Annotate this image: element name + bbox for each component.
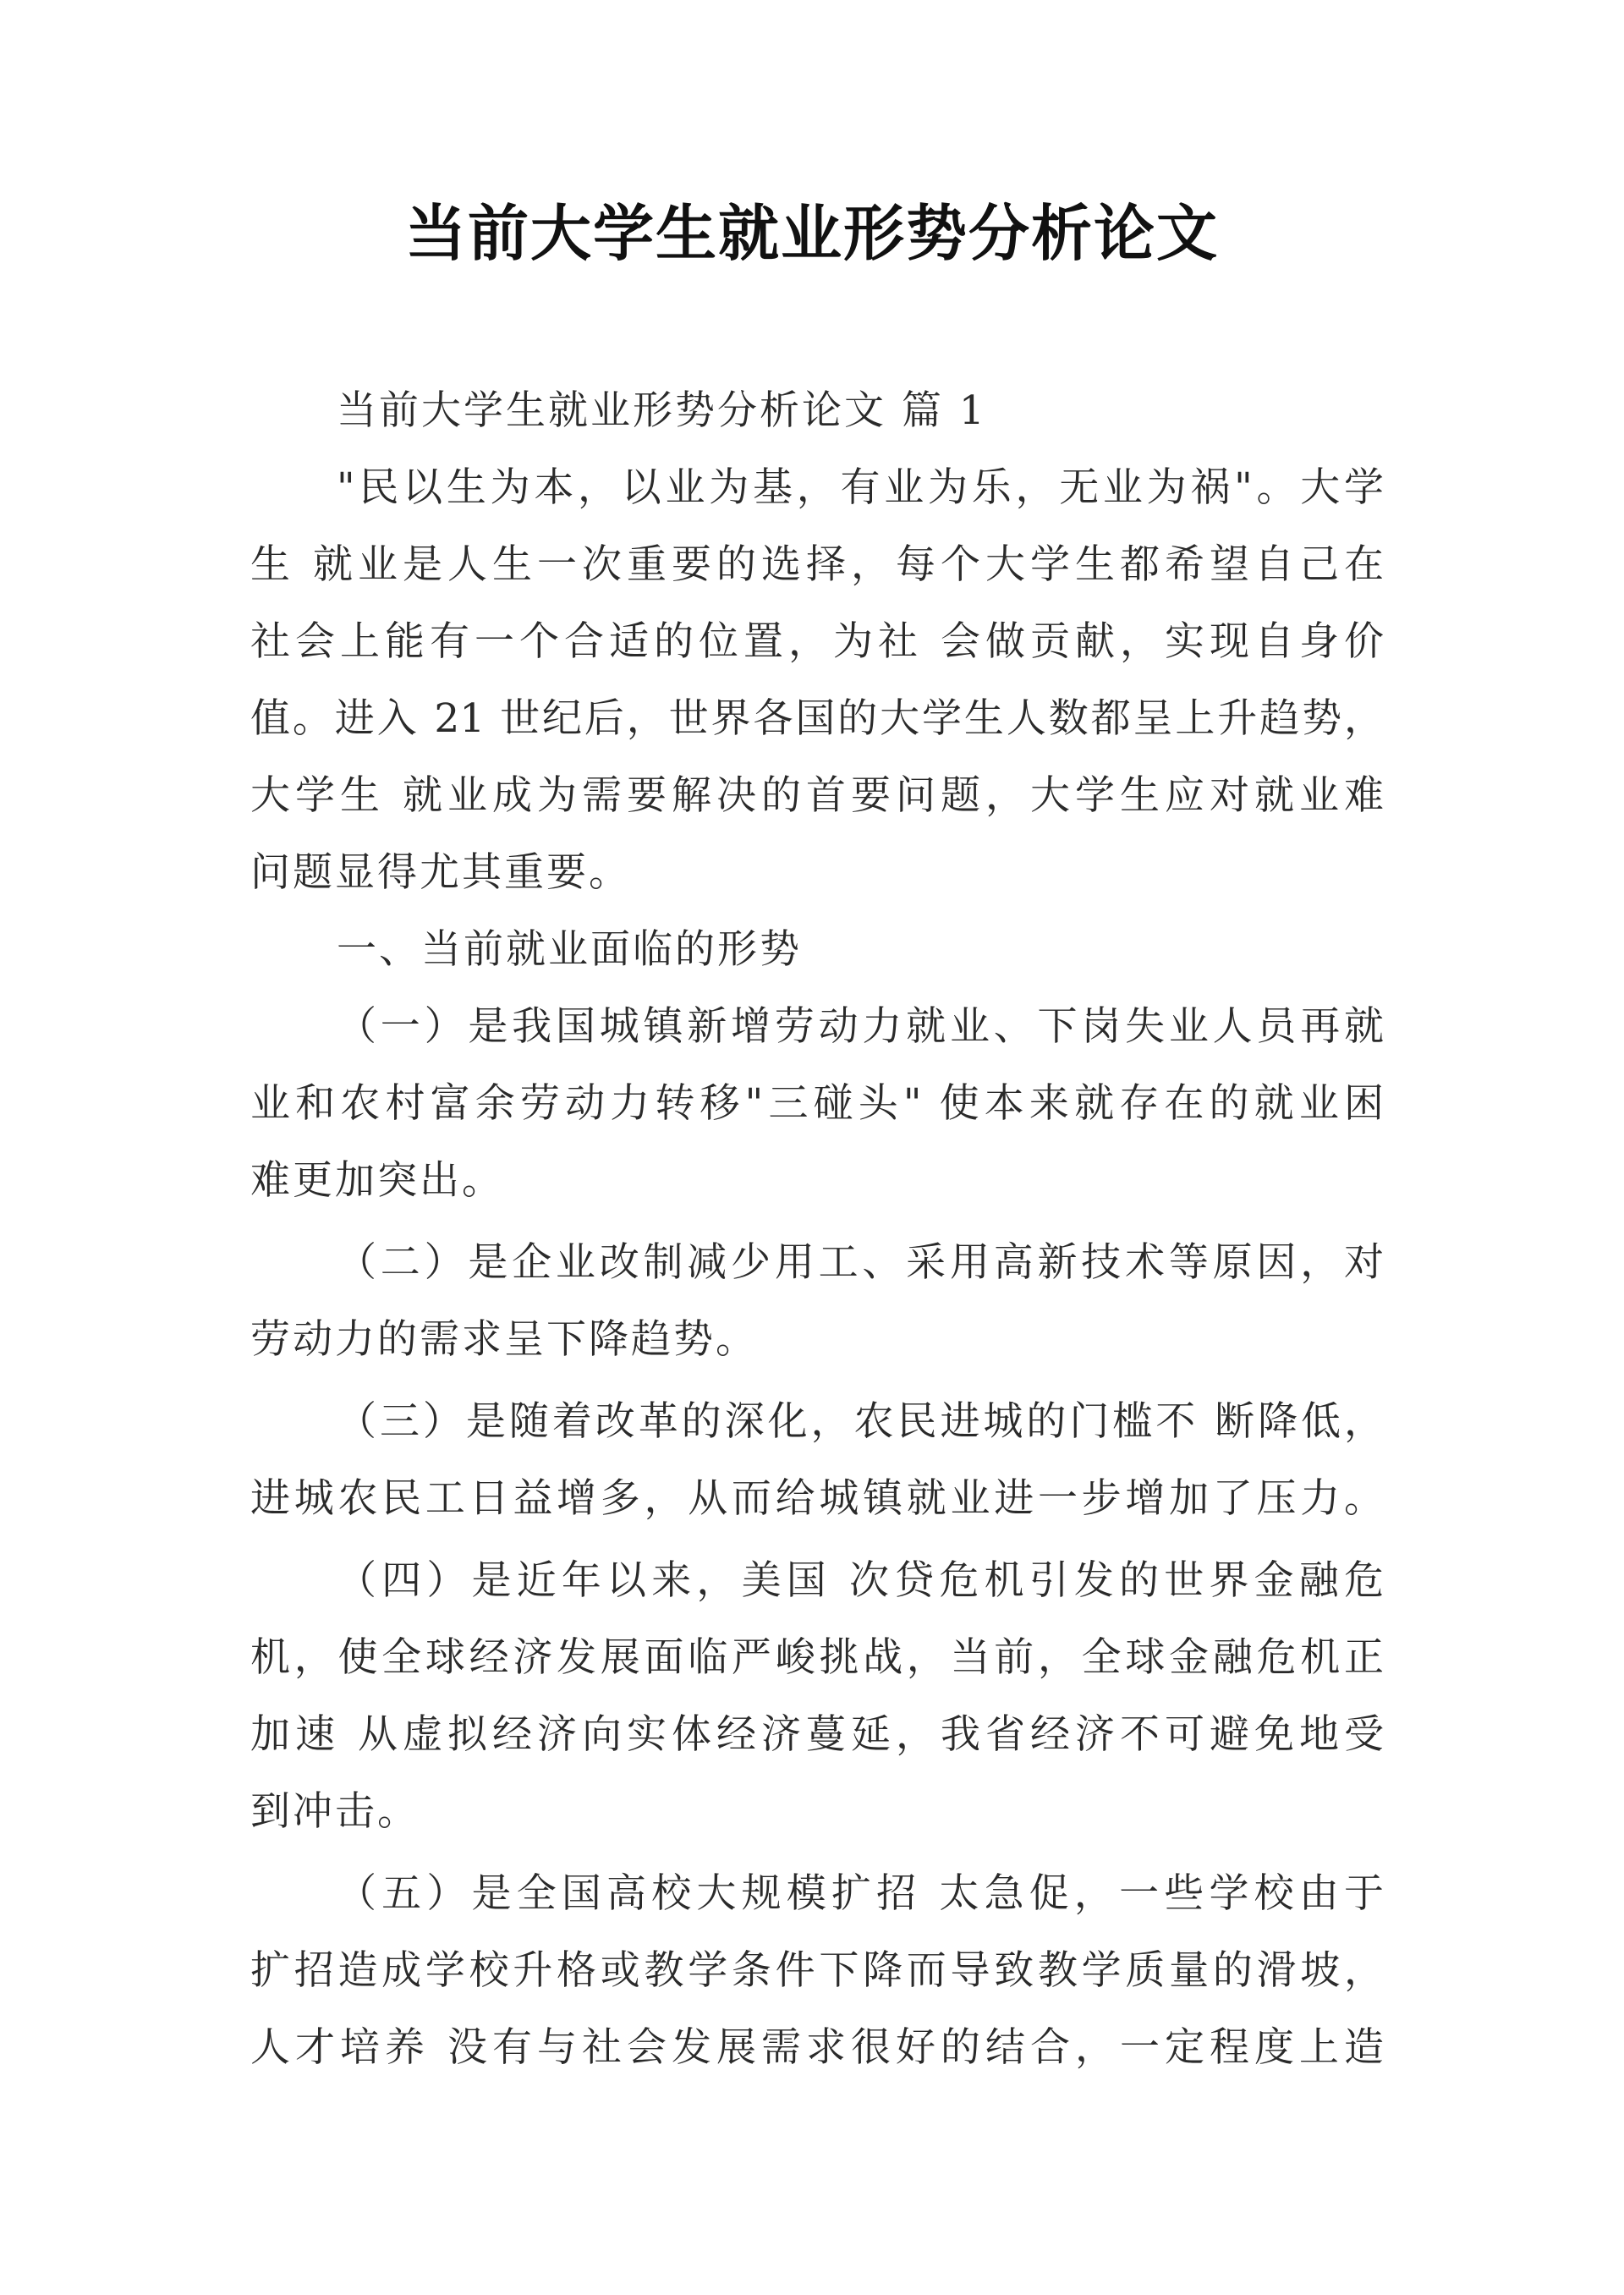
text-line: 大学生 就业成为需要解决的首要问题，大学生应对就业难 — [250, 772, 1384, 819]
text-line: （五）是全国高校大规模扩招 太急促，一些学校由于 — [337, 1870, 1384, 1917]
text-line: 人才培养 没有与社会发展需求很好的结合，一定程度上造 — [250, 2024, 1384, 2071]
text-line: 加速 从虚拟经济向实体经济蔓延，我省经济不可避免地受 — [250, 1711, 1384, 1758]
text-line: 问题显得尤其重要。 — [250, 849, 631, 896]
section-heading: 一、当前就业面临的形势 — [337, 926, 802, 973]
text-line: （一）是我国城镇新增劳动力就业、下岗失业人员再就 — [337, 1003, 1384, 1050]
text-line: 生 就业是人生一次重要的选择，每个大学生都希望自己在 — [250, 541, 1384, 588]
document-body — [250, 372, 1384, 2086]
text-line: 难更加突出。 — [250, 1157, 504, 1204]
section-heading: 当前大学生就业形势分析论文 篇 1 — [337, 387, 987, 434]
text-line: "民以生为本，以业为基，有业为乐，无业为祸"。大学 — [337, 464, 1384, 511]
text-line: 劳动力的需求呈下降趋势。 — [250, 1316, 758, 1363]
text-line: 业和农村富余劳动力转移"三碰头" 使本来就存在的就业困 — [250, 1080, 1384, 1127]
text-line: （二）是企业改制减少用工、采用高新技术等原因，对 — [337, 1239, 1384, 1286]
text-line: 值。进入 21 世纪后，世界各国的大学生人数都呈上升趋势， — [250, 695, 1384, 742]
text-line: 扩招造成学校升格或教学条件下降而导致教学质量的滑坡， — [250, 1947, 1384, 1994]
text-line: （四）是近年以来，美国 次贷危机引发的世界金融危 — [337, 1557, 1384, 1604]
text-line: 到冲击。 — [250, 1788, 420, 1835]
text-line: （三）是随着改革的深化，农民进城的门槛不 断降低， — [337, 1398, 1384, 1445]
text-line: 进城农民工日益增多，从而给城镇就业进一步增加了压力。 — [250, 1475, 1384, 1522]
text-line: 社会上能有一个合适的位置，为社 会做贡献，实现自身价 — [250, 618, 1384, 665]
text-line: 机，使全球经济发展面临严峻挑战，当前，全球金融危机正 — [250, 1634, 1384, 1681]
document-title: 当前大学生就业形势分析论文 — [404, 198, 1219, 269]
